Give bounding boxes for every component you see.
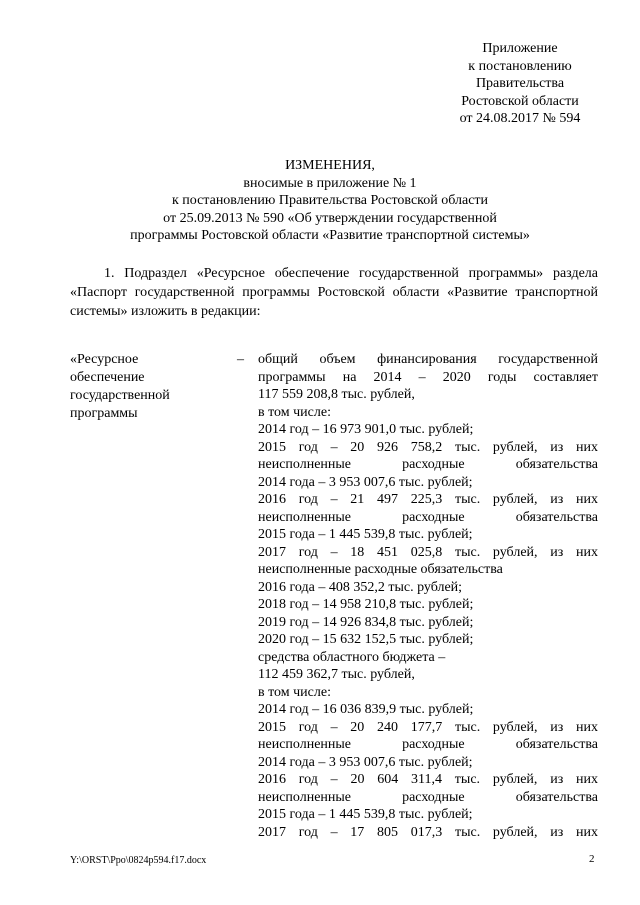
resource-line: 2017 год – 18 451 025,8 тыс. рублей, из них xyxy=(258,544,598,560)
separator-dash: – xyxy=(237,352,244,367)
resource-line: 2015 год – 20 926 758,2 тыс. рублей, из них xyxy=(258,439,598,455)
resource-line: неисполненные расходные обязательства xyxy=(258,562,503,577)
resource-line: 2015 года – 1 445 539,8 тыс. рублей; xyxy=(258,807,473,822)
resource-line: 2019 год – 14 926 834,8 тыс. рублей; xyxy=(258,614,474,630)
resource-line: 2020 год – 15 632 152,5 тыс. рублей; xyxy=(258,632,474,647)
appendix-line: Ростовской области xyxy=(461,93,579,109)
resource-line: неисполненные расходные обязательства xyxy=(258,789,598,805)
appendix-line: к постановлению xyxy=(468,58,572,74)
appendix-line: Приложение xyxy=(482,41,558,56)
resource-line: неисполненные расходные обязательства xyxy=(258,457,598,472)
resource-line: программы на 2014 – 2020 годы составляет xyxy=(258,369,598,385)
resource-line: 2016 год – 21 497 225,3 тыс. рублей, из них xyxy=(258,492,598,507)
resource-line: 2014 года – 3 953 007,6 тыс. рублей; xyxy=(258,754,473,770)
resource-line: 2015 года – 1 445 539,8 тыс. рублей; xyxy=(258,527,473,542)
resource-label-line: программы xyxy=(70,406,138,421)
appendix-line: Правительства xyxy=(475,76,565,91)
resource-line: 2016 года – 408 352,2 тыс. рублей; xyxy=(258,579,463,595)
resource-line: 117 559 208,8 тыс. рублей, xyxy=(258,387,415,402)
resource-line: 2017 год – 17 805 017,3 тыс. рублей, из них xyxy=(258,824,598,840)
intro-paragraph: 1. Подраздел «Ресурсное обеспечение государственной программы» раздела «Паспорт государственной программы Ростовской области «Развитие транспортной системы» изложить в редакции: xyxy=(70,266,598,319)
resource-line: общий объем финансирования государственной xyxy=(258,352,598,367)
footer-page-number: 2 xyxy=(589,853,595,865)
resource-line: неисполненные расходные обязательства xyxy=(258,737,598,752)
resource-line: в том числе: xyxy=(258,404,331,420)
resource-label xyxy=(70,351,220,423)
resource-label-line: государственной xyxy=(70,388,170,403)
title-line: вносимые в приложение № 1 xyxy=(243,175,417,191)
resource-label-line: обеспечение xyxy=(70,370,145,385)
title-line: программы Ростовской области «Развитие транспортной системы» xyxy=(130,228,530,243)
title-line: к постановлению Правительства Ростовской области xyxy=(171,193,489,208)
resource-line: 2016 год – 20 604 311,4 тыс. рублей, из них xyxy=(258,772,598,787)
resource-line: средства областного бюджета – xyxy=(258,649,446,665)
resource-label-line: «Ресурсное xyxy=(70,352,139,367)
resource-line: 2014 год – 16 036 839,9 тыс. рублей; xyxy=(258,702,474,717)
title-heading: ИЗМЕНЕНИЯ, xyxy=(285,158,375,173)
resource-line: в том числе: xyxy=(258,684,331,700)
appendix-block xyxy=(420,40,620,128)
resource-line: 2014 года – 3 953 007,6 тыс. рублей; xyxy=(258,474,473,490)
footer-file-path: Y:\ORST\Ppo\0824p594.f17.docx xyxy=(70,855,207,866)
resource-description xyxy=(258,351,598,841)
resource-line: неисполненные расходные обязательства xyxy=(258,509,598,525)
resource-line: 2014 год – 16 973 901,0 тыс. рублей; xyxy=(258,422,474,437)
appendix-line: от 24.08.2017 № 594 xyxy=(459,111,581,126)
resource-line: 2015 год – 20 240 177,7 тыс. рублей, из них xyxy=(258,719,598,735)
document-title xyxy=(60,157,600,245)
resource-line: 112 459 362,7 тыс. рублей, xyxy=(258,667,415,682)
resource-line: 2018 год – 14 958 210,8 тыс. рублей; xyxy=(258,597,474,612)
title-line: от 25.09.2013 № 590 «Об утверждении государственной xyxy=(163,210,497,226)
